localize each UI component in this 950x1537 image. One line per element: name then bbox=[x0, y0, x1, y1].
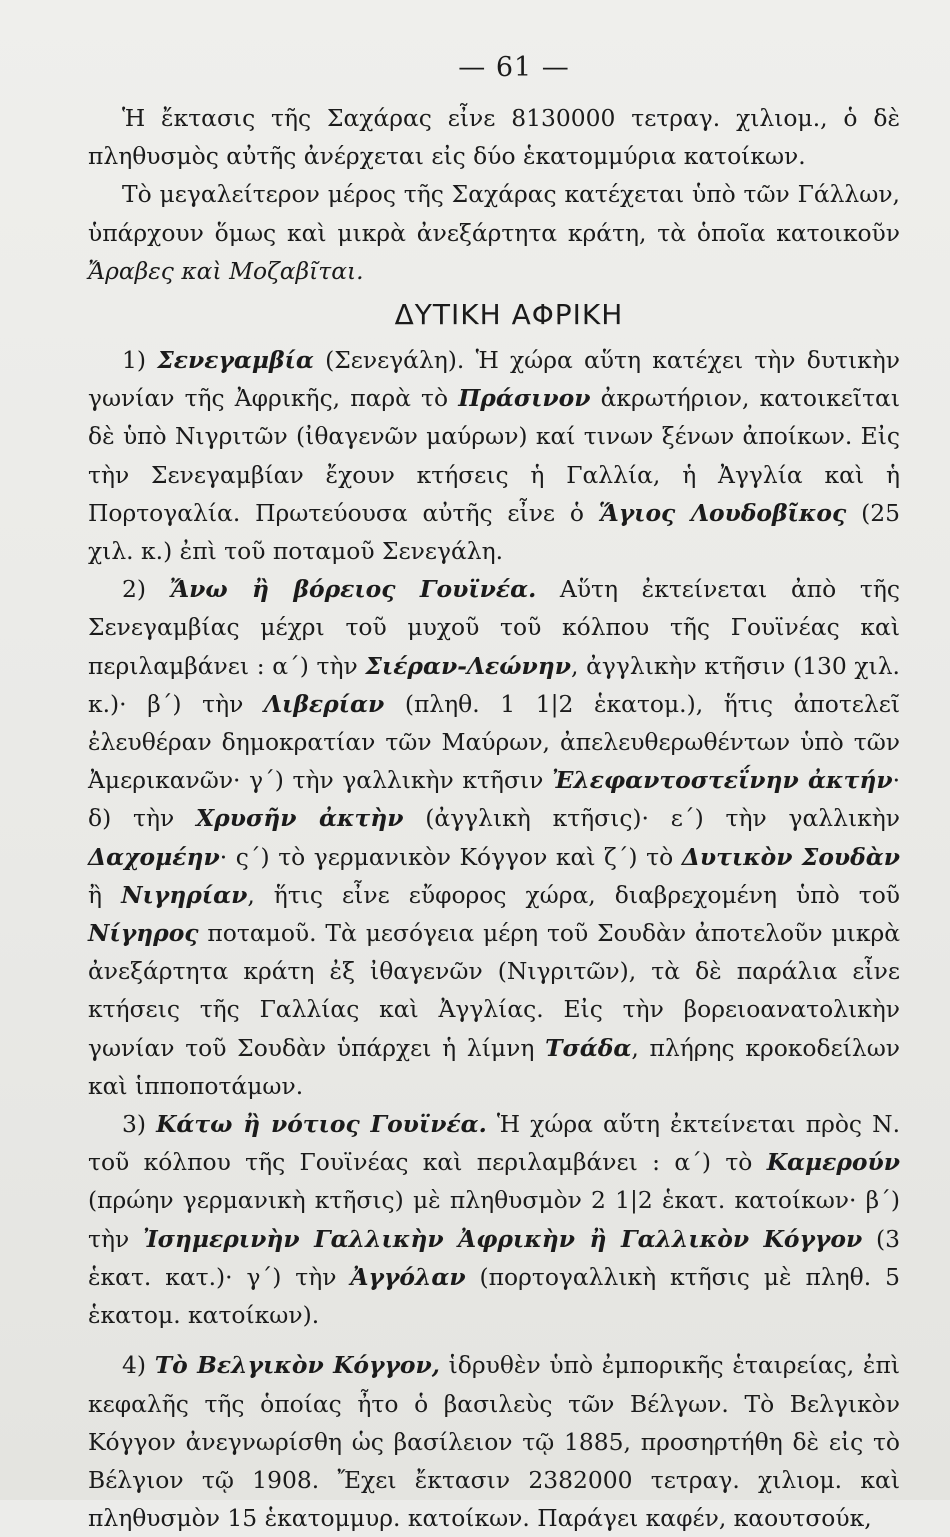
paragraph-sahara-rule-text: Τὸ μεγαλείτερον μέρος τῆς Σαχάρας κατέχεται ὑπὸ τῶν Γάλλων, ὑπάρχουν ὅμως καὶ μικρὰ ἀνεξάρτητα κράτη, τὰ ὁποῖα κατοικοῦν bbox=[88, 180, 900, 247]
item-number: 2) bbox=[122, 575, 147, 604]
arabs-mozabites: Ἄραβες καὶ Μοζαβῖται. bbox=[88, 256, 364, 285]
place-name: Νίγηρος bbox=[88, 919, 199, 948]
item-text: , ἀγγλικὴν κτῆσιν (130 χιλ. κ.)· β΄) τὴν bbox=[88, 651, 900, 718]
section-heading-west-africa: ΔΥΤΙΚΗ ΑΦΡΙΚΗ bbox=[394, 298, 624, 332]
place-name: Νιγηρίαν bbox=[121, 880, 248, 909]
place-name: Δαχομέην bbox=[88, 842, 220, 871]
item-upper-guinea bbox=[88, 570, 900, 1105]
item-number: 3) bbox=[122, 1110, 147, 1139]
item-belgian-congo bbox=[88, 1346, 900, 1537]
item-text: Ἡ χώρα αὕτη ἐκτείνεται πρὸς Ν. τοῦ κόλπου τῆς Γουϊνέας καὶ περιλαμβάνει : α΄) τὸ bbox=[88, 1110, 900, 1177]
place-name: Δυτικὸν Σουδὰν bbox=[681, 842, 900, 871]
place-name: Χρυσῆν ἀκτὴν bbox=[196, 804, 404, 833]
item-text: (πρώην γερμανικὴ κτῆσις) μὲ πληθυσμὸν 2 1|2 ἑκατ. κατοίκων· β΄) τὴν bbox=[88, 1186, 900, 1253]
paragraph-gap bbox=[88, 1334, 900, 1346]
place-name: Σιέραν-Λεώνην bbox=[365, 651, 572, 680]
item-text: , ἥτις εἶνε εὔφορος χώρα, διαβρεχομένη ὑπὸ τοῦ bbox=[247, 880, 900, 909]
place-name: Πράσινον bbox=[458, 384, 591, 413]
place-name: Λιβερίαν bbox=[263, 689, 385, 718]
item-title: Κάτω ἢ νότιος Γουϊνέα. bbox=[156, 1110, 487, 1139]
paragraph-sahara-rule bbox=[88, 175, 900, 290]
place-name: Ἰσημερινὴν Γαλλικὴν Ἀφρικὴν ἢ Γαλλικὸν Κόγγον bbox=[142, 1224, 863, 1253]
page-number: — 61 — bbox=[458, 52, 570, 83]
item-text: ἢ bbox=[88, 880, 122, 909]
item-title: Τὸ Βελγικὸν Κόγγον, bbox=[154, 1351, 440, 1380]
item-title: Ἄνω ἢ βόρειος Γουϊνέα. bbox=[169, 575, 537, 604]
item-text: ποταμοῦ. Τὰ μεσόγεια μέρη τοῦ Σουδὰν ἀποτελοῦν μικρὰ ἀνεξάρτητα κράτη ἐξ ἰθαγενῶν (Νιγριτῶν), τὰ δὲ παράλια εἶνε κτήσεις τῆς Γαλλίας καὶ Ἀγγλίας. Εἰς τὴν βορειοανατολικὴν γωνίαν τοῦ Σουδὰν ὑπάρχει ἡ λίμνη bbox=[88, 919, 900, 1062]
item-text: · ς΄) τὸ γερμανικὸν Κόγγον καὶ ζ΄) τὸ bbox=[219, 842, 682, 871]
item-text: (πληθ. 1 1|2 ἑκατομ.), ἥτις ἀποτελεῖ ἐλευθέραν δημοκρατίαν τῶν Μαύρων, ἀπελευθερωθέντων ὑπὸ τῶν Ἀμερικανῶν· γ΄) τὴν γαλλικὴν κτῆσιν bbox=[88, 689, 900, 795]
place-name: Τσάδα bbox=[545, 1033, 632, 1062]
item-number: 1) bbox=[122, 346, 147, 375]
place-name: Ἐλεφαντοστεΐνην ἀκτήν bbox=[551, 766, 893, 795]
place-name: Καμερούν bbox=[766, 1148, 900, 1177]
item-senegambia bbox=[88, 341, 900, 570]
item-text: , πλήρης κροκοδείλων καὶ ἱπποποτάμων. bbox=[88, 1033, 901, 1100]
item-number: 4) bbox=[122, 1351, 147, 1380]
place-name: Ἀγγόλαν bbox=[350, 1262, 466, 1291]
item-text: ἱδρυθὲν ὑπὸ ἐμπορικῆς ἑταιρείας, ἐπὶ κεφαλῆς τῆς ὁποίας ἦτο ὁ βασιλεὺς τῶν Βέλγων. Τὸ Βελγικὸν Κόγγον ἀνεγνωρίσθη ὡς βασίλειον τῷ 1885, προσηρτήθη δὲ εἰς τὸ Βέλγιον τῷ 1908. Ἔχει ἔκτασιν 2382000 τετραγ. χιλιομ. καὶ πληθυσμὸν 15 ἑκατομμυρ. κατοίκων. Παράγει καφέν, καουτσούκ, bbox=[88, 1351, 900, 1533]
item-text: (3 ἑκατ. κατ.)· γ΄) τὴν bbox=[88, 1224, 901, 1291]
item-text: (25 χιλ. κ.) ἐπὶ τοῦ ποταμοῦ Σενεγάλη. bbox=[88, 498, 900, 566]
item-title: Σενεγαμβία bbox=[157, 346, 314, 375]
item-text: Αὕτη ἐκτείνεται ἀπὸ τῆς Σενεγαμβίας μέχρι τοῦ μυχοῦ τοῦ κόλπου τῆς Γουϊνέας καὶ περιλαμβάνει : α΄) τὴν bbox=[88, 575, 900, 680]
paragraph-sahara-area: Ἡ ἔκτασις τῆς Σαχάρας εἶνε 8130000 τετραγ. χιλιομ., ὁ δὲ πληθυσμὸς αὐτῆς ἀνέρχεται εἰς δύο ἑκατομμύρια κατοίκων. bbox=[88, 104, 900, 171]
item-text: ἀκρωτήριον, κατοικεῖται δὲ ὑπὸ Νιγριτῶν (ἰθαγενῶν μαύρων) καί τινων ξένων ἀποίκων. Εἰς τὴν Σενεγαμβίαν ἔχουν κτήσεις ἡ Γαλλία, ἡ Ἀγγλία καὶ ἡ Πορτογαλία. Πρωτεύουσα αὐτῆς εἶνε ὁ bbox=[88, 384, 900, 527]
item-text: (Σενεγάλη). Ἡ χώρα αὕτη κατέχει τὴν δυτικὴν γωνίαν τῆς Ἀφρικῆς, παρὰ τὸ bbox=[88, 346, 900, 413]
item-lower-guinea bbox=[88, 1105, 900, 1334]
item-text: (ἀγγλικὴ κτῆσις)· ε΄) τὴν γαλλικὴν bbox=[403, 804, 900, 833]
place-name: Ἅγιος Λουδοβῖκος bbox=[598, 498, 847, 527]
item-text: · δ) τὴν bbox=[88, 766, 901, 833]
item-text: (πορτογαλλικὴ κτῆσις μὲ πληθ. 5 ἑκατομ. κατοίκων). bbox=[88, 1262, 900, 1330]
